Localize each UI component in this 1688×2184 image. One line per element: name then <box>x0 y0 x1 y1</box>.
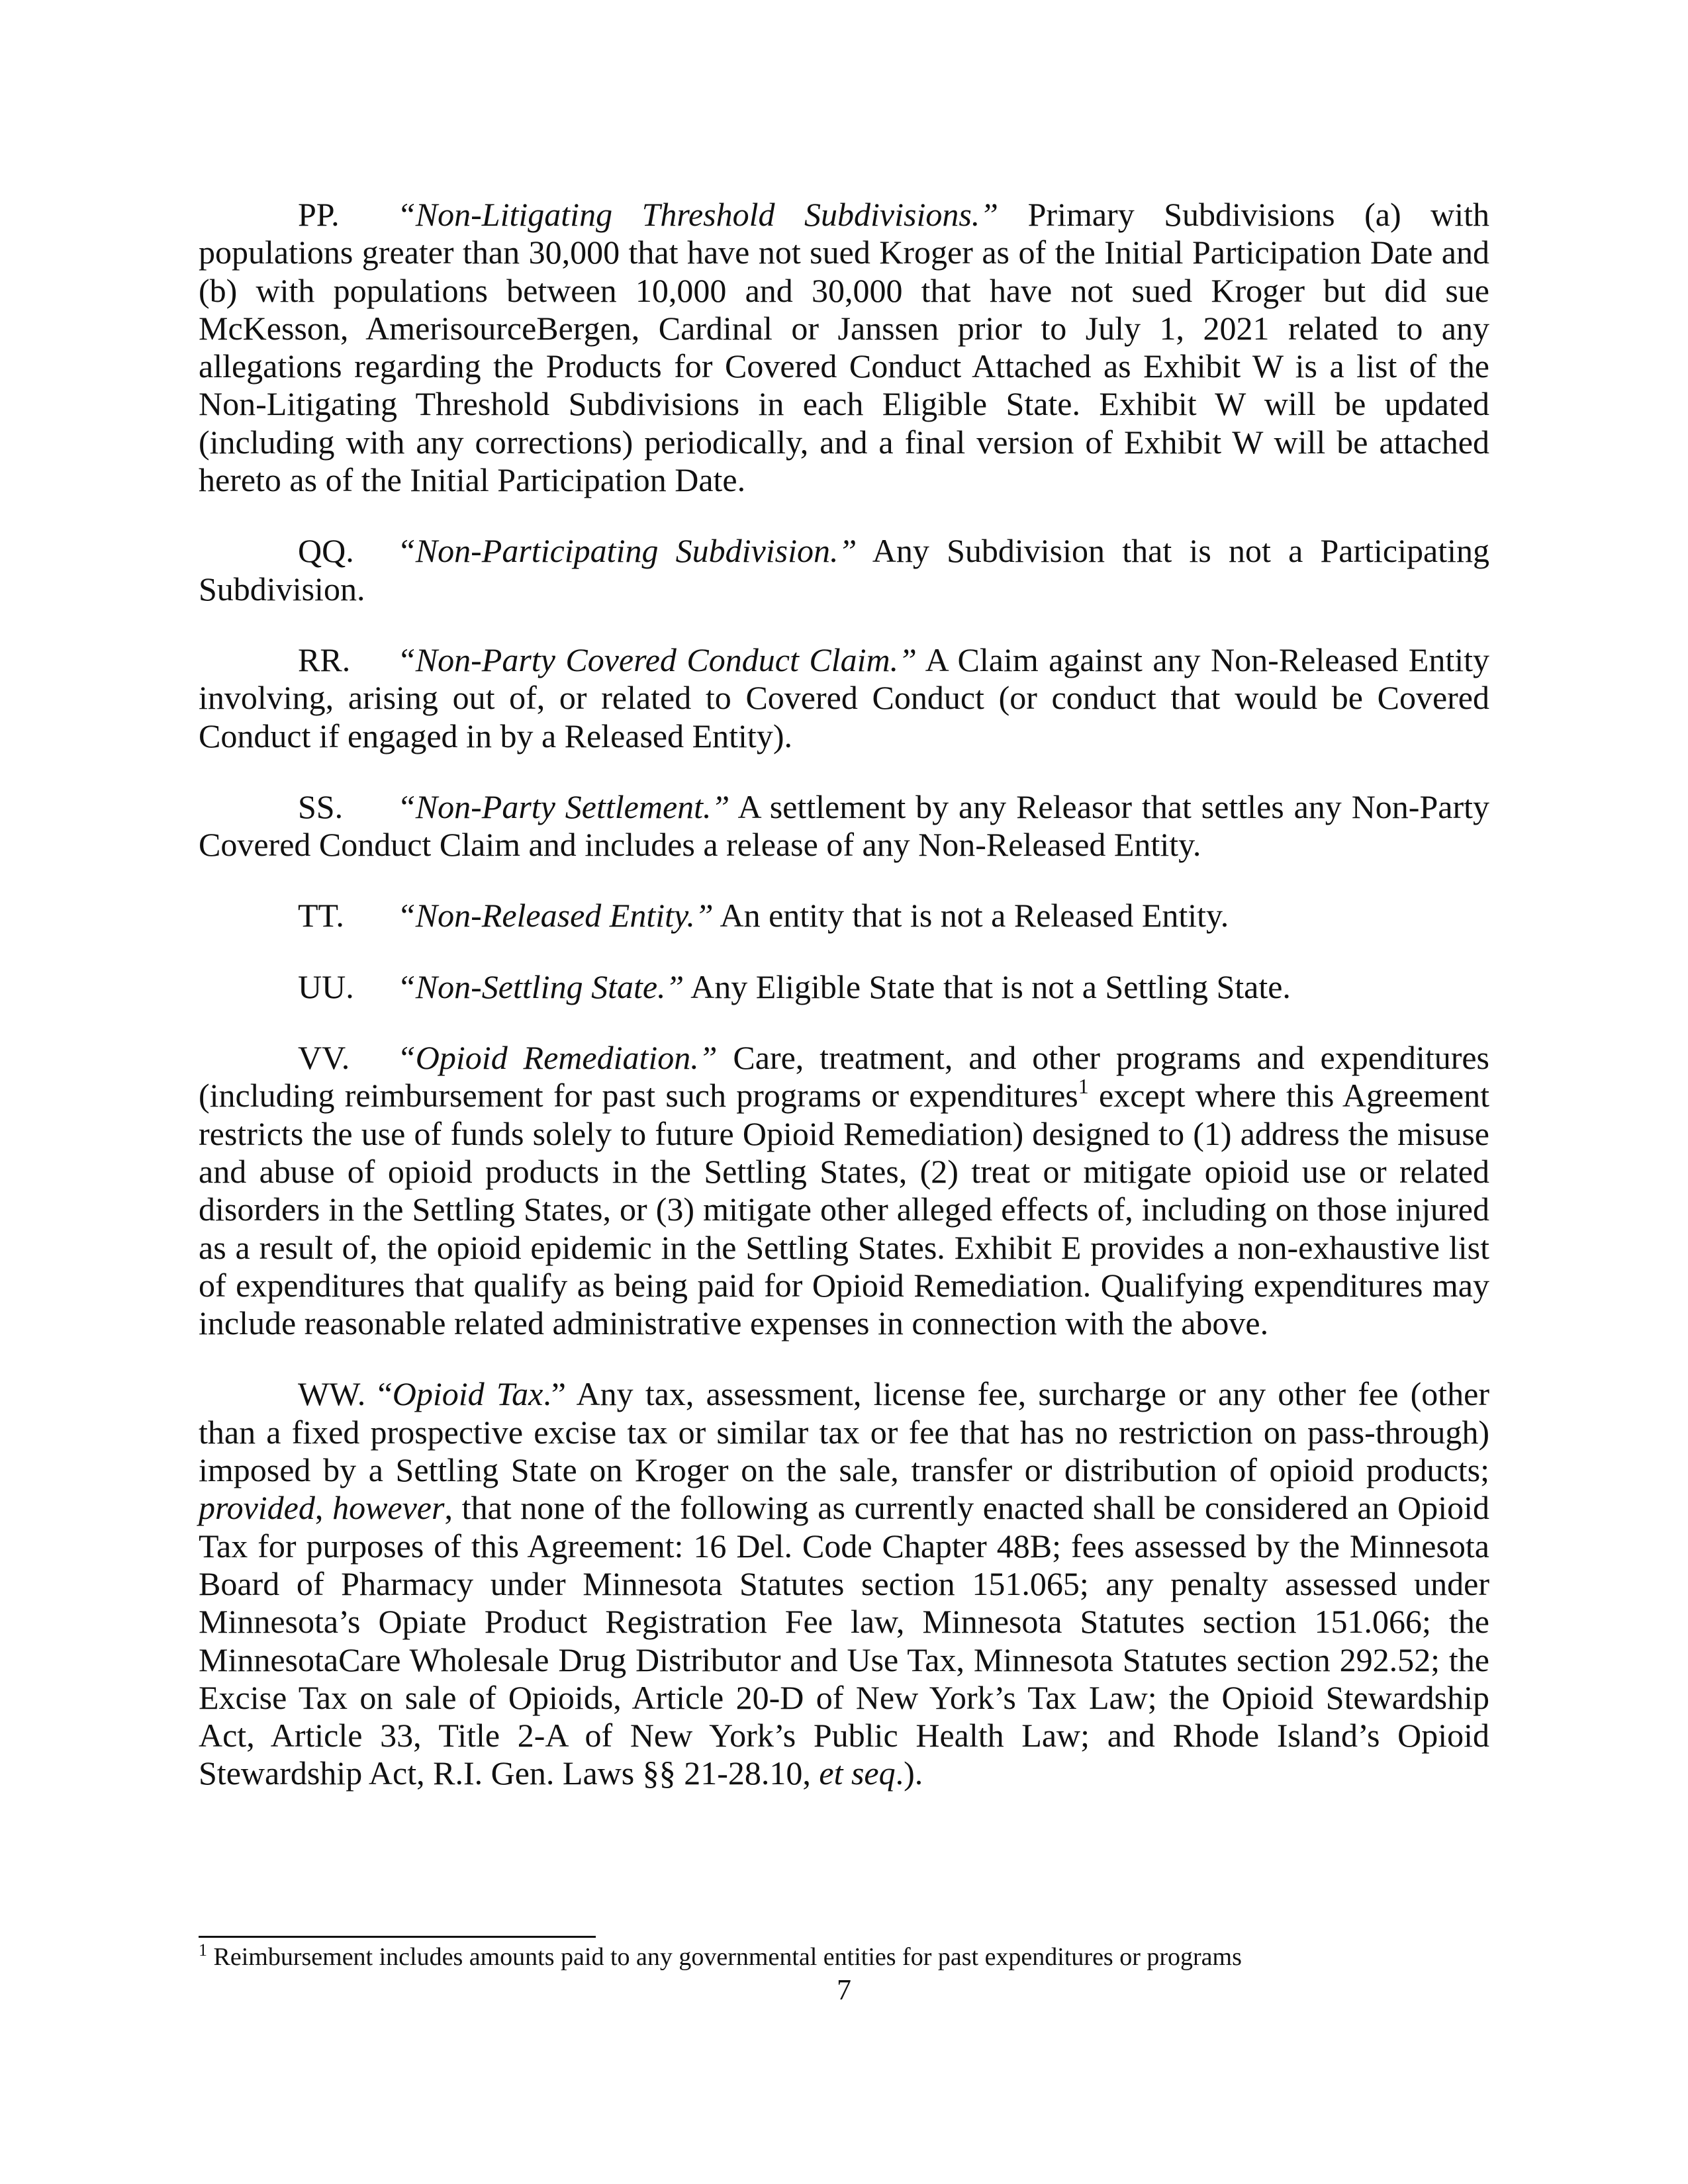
definition-term: Opioid Tax <box>392 1375 543 1413</box>
definition-term: “Non-Litigating Threshold Subdivisions.” <box>397 196 999 233</box>
definition-vv <box>199 1039 1489 1342</box>
definition-term: “Non-Released Entity.” <box>397 897 714 934</box>
definition-term: “Opioid Remediation.” <box>397 1039 718 1077</box>
footnote-divider <box>199 1936 596 1938</box>
italic-et-seq: et seq <box>819 1754 896 1792</box>
definition-term: “Non-Party Settlement.” <box>397 788 730 825</box>
definition-label: SS. <box>298 788 344 825</box>
definition-term: “Non-Party Covered Conduct Claim.” <box>397 641 917 678</box>
italic-however: however <box>332 1489 445 1527</box>
definition-text: An entity that is not a Released Entity. <box>713 897 1229 934</box>
open-quote: “ <box>377 1375 393 1413</box>
definition-term: “Non-Settling State.” <box>397 968 684 1005</box>
definition-label: TT. <box>298 897 344 934</box>
page-number: 7 <box>837 1974 851 2006</box>
definitions-body <box>199 196 1489 1826</box>
definition-text: Any tax, assessment, license fee, surcharge or any other fee (other than a fixed prospective excise tax or similar tax or fee that has no restriction on pass-through) imposed by a Settling State on Kroger on the sale, transfer or distribution of opioid products; <box>199 1375 1490 1489</box>
definition-text: Primary Subdivisions (a) with populations greater than 30,000 that have not sued Kroger as of the Initial Participation Date and (b) with populations between 10,000 and 30,000 that have not sued Kroger but did sue McKesson, AmerisourceBergen, Cardinal or Janssen prior to July 1, 2021 related to any allegations regarding the Products for Covered Conduct Attached as Exhibit W is a list of the Non-Litigating Threshold Subdivisions in each Eligible State. Exhibit W will be updated (including with any corrections) periodically, and a final version of Exhibit W will be attached hereto as of the Initial Participation Date. <box>199 196 1489 499</box>
definition-label: RR. <box>298 641 351 678</box>
definition-text: Care, treatment, and other programs and expenditures (including reimbursement for past such programs or expenditures <box>199 1039 1490 1115</box>
definition-label: QQ. <box>298 532 354 570</box>
definition-label: WW. <box>298 1375 366 1413</box>
definition-label: VV. <box>298 1039 350 1077</box>
separator: , <box>314 1489 333 1527</box>
close-quote: .” <box>543 1375 577 1413</box>
definition-text: Any Subdivision that is not a Participating Subdivision. <box>199 532 1489 608</box>
footnote <box>199 1942 1489 1972</box>
definition-tt <box>199 897 1489 934</box>
definition-label-gap <box>365 1375 377 1412</box>
definition-text: A Claim against any Non-Released Entity involving, arising out of, or related to Covered Conduct (or conduct that would be Covered Conduct if engaged in by a Released Entity). <box>199 641 1490 754</box>
definition-uu <box>199 968 1489 1006</box>
definition-pp <box>199 196 1489 499</box>
definition-label: UU. <box>298 968 354 1005</box>
definition-qq <box>199 532 1489 608</box>
italic-provided: provided <box>199 1489 315 1527</box>
definition-text-continued: , that none of the following as currently enacted shall be considered an Opioid Tax for purposes of this Agreement: 16 Del. Code Chapter 48B; fees assessed by the Minnesota Board of Pharmacy under Minnesota Statutes section 151.065; any penalty assessed under Minnesota’s Opiate Product Registration Fee law, Minnesota Statutes section 151.066; the MinnesotaCare Wholesale Drug Distributor and Use Tax, Minnesota Statutes section 292.52; the Excise Tax on sale of Opioids, Article 20-D of New York’s Tax Law; the Opioid Stewardship Act, Article 33, Title 2-A of New York’s Public Health Law; and Rhode Island’s Opioid Stewardship Act, R.I. Gen. Laws §§ 21-28.10, <box>199 1489 1490 1792</box>
definition-label: PP. <box>298 196 340 233</box>
definition-text-continued: except where this Agreement restricts the use of funds solely to future Opioid Remediation) designed to (1) address the misuse and abuse of opioid products in the Settling States, (2) treat or mitigate opioid use or related disorders in the Settling States, or (3) mitigate other alleged effects of, including on those injured as a result of, the opioid epidemic in the Settling States. Exhibit E provides a non-exhaustive list of expenditures that qualify as being paid for Opioid Remediation. Qualifying expenditures may include reasonable related administrative expenses in connection with the above. <box>199 1077 1490 1342</box>
definition-text-end: .). <box>895 1754 923 1792</box>
definition-ww <box>199 1375 1489 1792</box>
definition-term: “Non-Participating Subdivision.” <box>397 532 857 570</box>
definition-text: A settlement by any Releasor that settles any Non-Party Covered Conduct Claim and includes a release of any Non-Released Entity. <box>199 788 1489 864</box>
definition-rr <box>199 641 1489 755</box>
definition-text: Any Eligible State that is not a Settling State. <box>684 968 1291 1005</box>
footnote-number: 1 <box>199 1940 207 1960</box>
definition-ss <box>199 788 1489 864</box>
footnote-reference[interactable]: 1 <box>1078 1074 1089 1099</box>
footnote-text: Reimbursement includes amounts paid to any governmental entities for past expenditures or programs <box>207 1943 1242 1971</box>
